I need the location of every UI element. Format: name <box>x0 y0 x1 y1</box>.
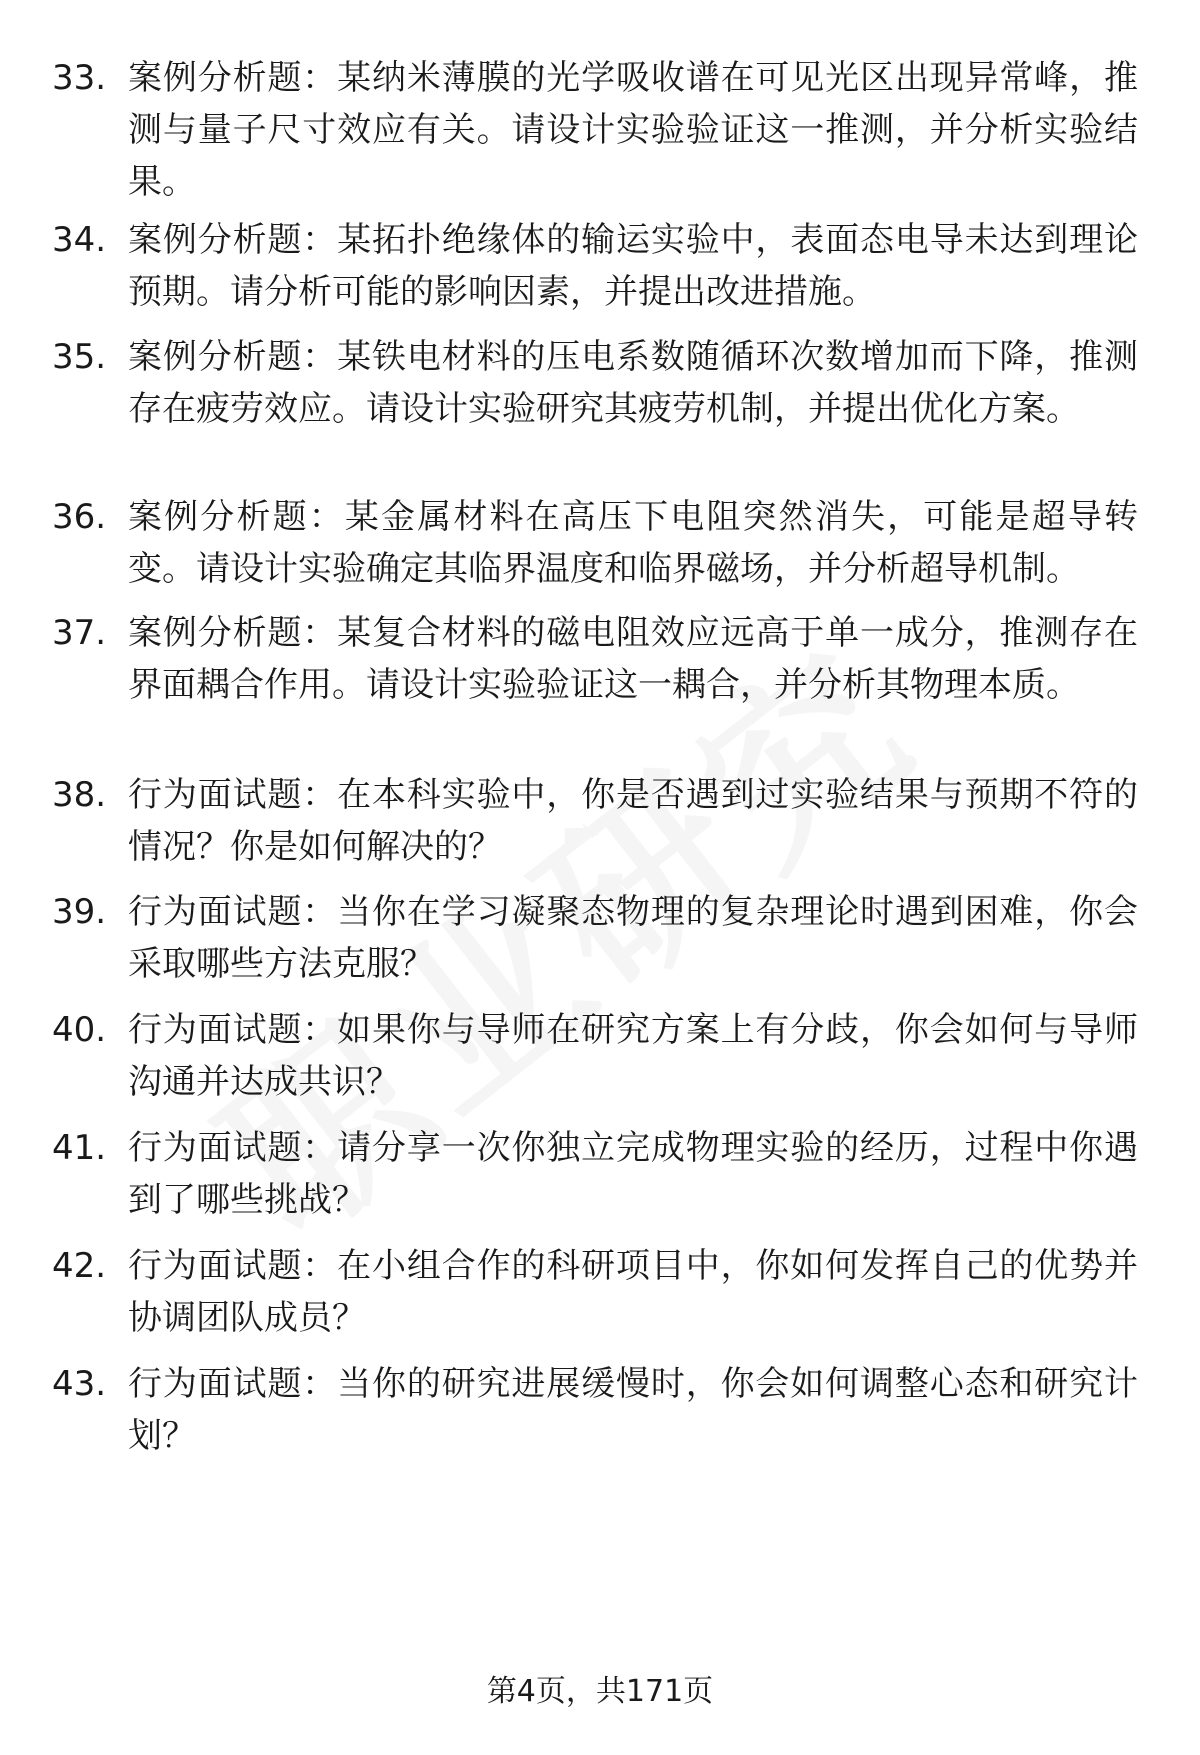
question-text: 行为面试题：在本科实验中，你是否遇到过实验结果与预期不符的情况？你是如何解决的？ <box>128 775 1138 867</box>
question-number: 34. <box>52 220 107 260</box>
question-number: 43. <box>52 1364 107 1404</box>
question-number: 39. <box>52 892 107 932</box>
question-number: 37. <box>52 613 107 653</box>
question-number: 40. <box>52 1010 107 1050</box>
page-footer: 第4页，共171页 <box>486 1674 714 1709</box>
question-text: 案例分析题：某纳米薄膜的光学吸收谱在可见光区出现异常峰，推测与量子尺寸效应有关。请设计实验验证这一推测，并分析实验结果。 <box>128 58 1138 202</box>
question-text: 行为面试题：当你在学习凝聚态物理的复杂理论时遇到困难，你会采取哪些方法克服？ <box>128 892 1138 984</box>
question-text: 案例分析题：某拓扑绝缘体的输运实验中，表面态电导未达到理论预期。请分析可能的影响因素，并提出改进措施。 <box>128 220 1138 312</box>
question-text: 行为面试题：如果你与导师在研究方案上有分歧，你会如何与导师沟通并达成共识？ <box>128 1010 1138 1102</box>
question-number: 41. <box>52 1128 107 1168</box>
question-number: 36. <box>52 497 107 537</box>
question-text: 行为面试题：请分享一次你独立完成物理实验的经历，过程中你遇到了哪些挑战？ <box>128 1128 1138 1220</box>
question-number: 33. <box>52 58 107 98</box>
question-text: 案例分析题：某铁电材料的压电系数随循环次数增加而下降，推测存在疲劳效应。请设计实验研究其疲劳机制，并提出优化方案。 <box>128 337 1138 429</box>
question-text: 行为面试题：当你的研究进展缓慢时，你会如何调整心态和研究计划？ <box>128 1364 1138 1456</box>
question-text: 案例分析题：某复合材料的磁电阻效应远高于单一成分，推测存在界面耦合作用。请设计实验验证这一耦合，并分析其物理本质。 <box>128 613 1138 705</box>
question-text: 行为面试题：在小组合作的科研项目中，你如何发挥自己的优势并协调团队成员？ <box>128 1246 1138 1338</box>
question-number: 38. <box>52 775 107 815</box>
question-number: 35. <box>52 337 107 377</box>
question-text: 案例分析题：某金属材料在高压下电阻突然消失，可能是超导转变。请设计实验确定其临界温度和临界磁场，并分析超导机制。 <box>128 497 1138 589</box>
question-number: 42. <box>52 1246 107 1286</box>
